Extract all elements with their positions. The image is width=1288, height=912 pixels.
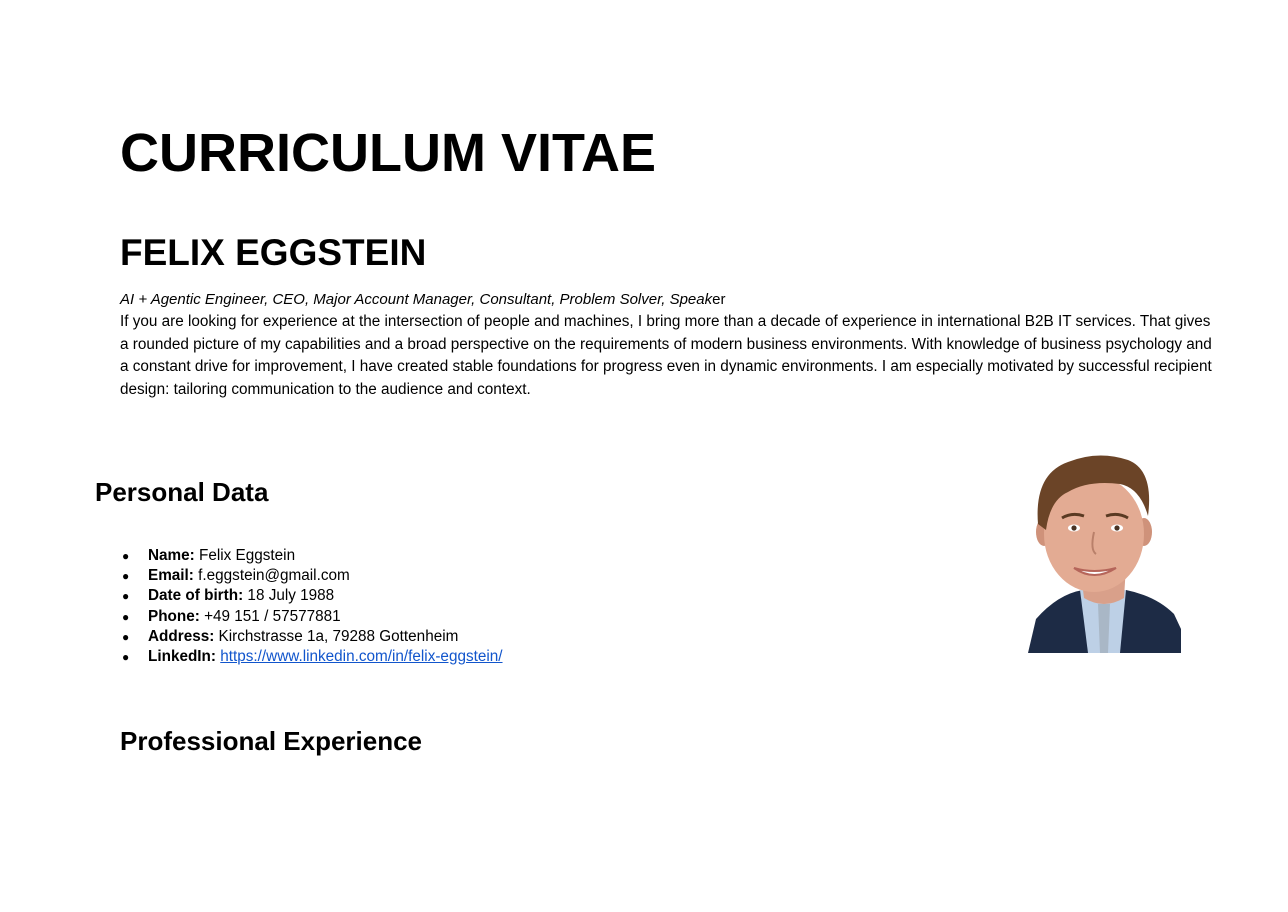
person-name: FELIX EGGSTEIN <box>120 232 427 273</box>
list-item-address <box>120 627 503 647</box>
personal-data-heading: Personal Data <box>95 477 269 507</box>
item-label: LinkedIn: <box>148 648 216 666</box>
list-item-name <box>120 546 503 566</box>
tagline-italic: AI + Agentic Engineer, CEO, Major Account Manager, Consultant, Problem Solver, Speak <box>120 291 713 308</box>
bullet-icon: ● <box>122 589 130 604</box>
item-value: 18 July 1988 <box>243 587 335 605</box>
bullet-icon: ● <box>122 650 130 665</box>
item-label: Address: <box>148 627 215 645</box>
item-value: Felix Eggstein <box>194 547 296 564</box>
item-label: Phone: <box>148 607 200 625</box>
item-label: Date of birth: <box>148 587 244 605</box>
list-item-linkedin <box>120 647 503 667</box>
item-value: +49 151 / 57577881 <box>199 607 341 625</box>
bullet-icon: ● <box>122 629 130 644</box>
profile-photo <box>1028 454 1181 653</box>
personal-data-list <box>120 546 503 667</box>
tagline <box>120 290 725 309</box>
bullet-icon: ● <box>122 549 130 563</box>
tagline-tail: er <box>712 291 726 308</box>
list-item-email <box>120 566 503 586</box>
item-label: Name: <box>148 547 195 564</box>
list-item-date-of-birth <box>120 586 503 606</box>
summary-paragraph: If you are looking for experience at the intersection of people and machines, I bring more than a decade of experience in international B2B IT services. That gives a rounded picture of my capabilities and a broad perspective on the requirements of modern business environments. With knowledge of business psychology and a constant drive for improvement, I have created stable foundations for progress even in dynamic environments. I am especially motivated by successful recipient design: tailoring communication to the audience and context. <box>120 313 1212 398</box>
professional-experience-heading: Professional Experience <box>120 726 423 756</box>
item-label: Email: <box>148 567 194 585</box>
document-title: CURRICULUM VITAE <box>120 123 656 183</box>
item-value: Kirchstrasse 1a, 79288 Gottenheim <box>214 627 459 645</box>
bullet-icon: ● <box>122 569 130 584</box>
linkedin-link[interactable]: https://www.linkedin.com/in/felix-eggstein/ <box>220 648 503 666</box>
list-item-phone <box>120 607 503 627</box>
item-value: f.eggstein@gmail.com <box>193 567 350 585</box>
bullet-icon: ● <box>122 609 130 624</box>
